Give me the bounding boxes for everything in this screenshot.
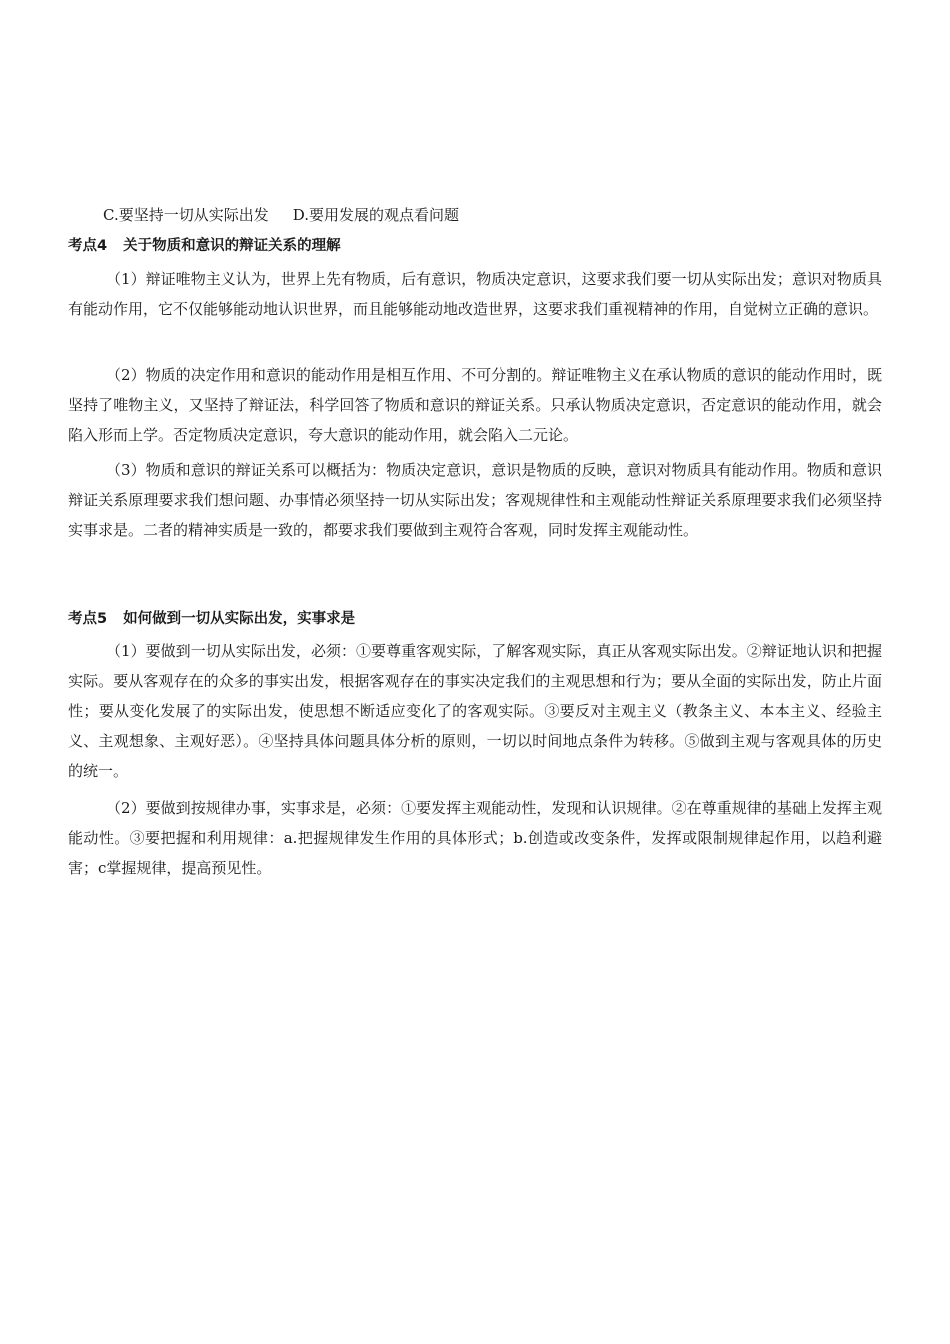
section-4-title: 关于物质和意识的辩证关系的理解 <box>123 238 341 254</box>
section-4-heading <box>68 234 341 258</box>
section-4-label: 考点4 <box>68 238 108 254</box>
option-c: C.要坚持一切从实际出发 <box>103 206 269 224</box>
section-5-label: 考点5 <box>68 611 108 627</box>
section-5-heading <box>68 607 355 631</box>
section-5-title: 如何做到一切从实际出发，实事求是 <box>123 611 356 627</box>
section-4-paragraph-1: （1）辩证唯物主义认为，世界上先有物质，后有意识，物质决定意识，这要求我们要一切从实际出发；意识对物质具有能动作用，它不仅能够能动地认识世界，而且能够能动地改造世界，这要求我们重视精神的作用，自觉树立正确的意识。 <box>68 270 882 318</box>
answer-options <box>103 203 459 227</box>
section-4-paragraph-3: （3）物质和意识的辩证关系可以概括为：物质决定意识，意识是物质的反映，意识对物质具有能动作用。物质和意识辩证关系原理要求我们想问题、办事情必须坚持一切从实际出发；客观规律性和主观能动性辩证关系原理要求我们必须坚持实事求是。二者的精神实质是一致的，都要求我们要做到主观符合客观，同时发挥主观能动性。 <box>68 461 882 539</box>
section-4-paragraph-2: （2）物质的决定作用和意识的能动作用是相互作用、不可分割的。辩证唯物主义在承认物质的意识的能动作用时，既坚持了唯物主义，又坚持了辩证法，科学回答了物质和意识的辩证关系。只承认物质决定意识，否定意识的能动作用，就会陷入形而上学。否定物质决定意识，夸大意识的能动作用，就会陷入二元论。 <box>68 366 882 444</box>
section-5-paragraph-1: （1）要做到一切从实际出发，必须：①要尊重客观实际，了解客观实际，真正从客观实际出发。②辩证地认识和把握实际。要从客观存在的众多的事实出发，根据客观存在的事实决定我们的主观思想和行为；要从全面的实际出发，防止片面性；要从变化发展了的实际出发，使思想不断适应变化了的客观实际。③要反对主观主义（教条主义、本本主义、经验主义、主观想象、主观好恶）。④坚持具体问题具体分析的原则，一切以时间地点条件为转移。⑤做到主观与客观具体的历史的统一。 <box>68 642 882 780</box>
option-d: D.要用发展的观点看问题 <box>292 206 459 224</box>
section-5-paragraph-2: （2）要做到按规律办事，实事求是，必须：①要发挥主观能动性，发现和认识规律。②在尊重规律的基础上发挥主观能动性。③要把握和利用规律：a.把握规律发生作用的具体形式；b.创造或改变条件，发挥或限制规律起作用，以趋利避害；c掌握规律，提高预见性。 <box>68 799 882 877</box>
